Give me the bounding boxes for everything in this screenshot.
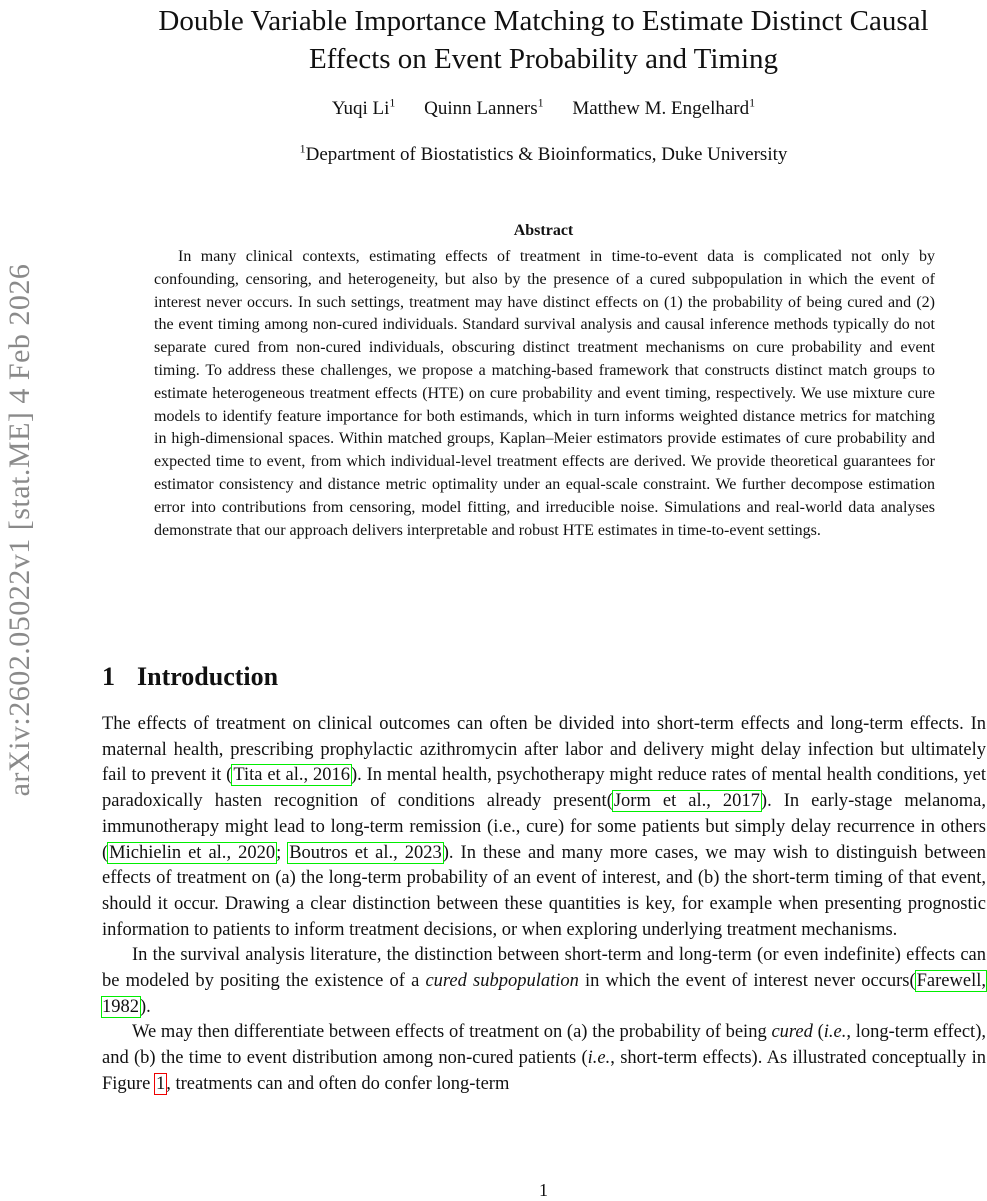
citation-link[interactable]: Boutros et al., 2023 — [289, 842, 442, 863]
citation-link[interactable]: Michielin et al., 2020 — [109, 842, 276, 863]
introduction-body — [102, 712, 986, 1098]
paper-title — [100, 2, 987, 78]
section-title: Introduction — [137, 662, 279, 691]
title-line-1: Double Variable Importance Matching to Estimate Distinct Causal — [158, 5, 929, 37]
title-line-2: Effects on Event Probability and Timing — [308, 43, 779, 75]
arxiv-identifier[interactable]: arXiv:2602.05022v1 [stat.ME] 4 Feb 2026 — [3, 263, 36, 797]
abstract-text: In many clinical contexts, estimating effects of treatment in time-to-event data is complicated not only by confounding, censoring, and heterogeneity, but also by the presence of a cured subpopulation in which the event of interest never occurs. In such settings, treatment may have distinct effects on (1) the probability of being cured and (2) the event timing among non-cured individuals. Standard survival analysis and causal inference methods typically do not separate cured from non-cured individuals, obscuring distinct treatment mechanisms on cure probability and event timing. To address these challenges, we propose a matching-based framework that constructs distinct match groups to estimate heterogeneous treatment effects (HTE) on cure probability and event timing, respectively. We use mixture cure models to identify feature importance for both estimands, which in turn informs weighted distance metrics for matching in high-dimensional spaces. Within matched groups, Kaplan–Meier estimators provide estimates of cure probability and expected time to event, from which individual-level treatment effects are derived. We provide theoretical guarantees for estimator consistency and distance metric optimality under an equal-scale constraint. We further decompose estimation error into contributions from censoring, model fitting, and irreducible noise. Simulations and real-world data analyses demonstrate that our approach delivers interpretable and robust HTE estimates in time-to-event settings. — [154, 248, 935, 539]
citation-link[interactable]: Jorm et al., 2017 — [613, 791, 760, 812]
paragraph: The effects of treatment on clinical outcomes can often be divided into short-term effects and long-term effects. In maternal health, prescribing prophylactic azithromycin after labor and delivery might delay infection but ultimately fail to prevent it (Tita et al., 2016). In mental health, psychotherapy might reduce rates of mental health conditions, yet paradoxically hasten recognition of conditions already present(Jorm et al., 2017). In early-stage melanoma, immunotherapy might lead to long-term remission (i.e., cure) for some patients but simply delay recurrence in others (Michielin et al., 2020; Boutros et al., 2023). In these and many more cases, we may wish to distinguish between effects of treatment on (a) the long-term probability of an event of interest, and (b) the short-term timing of that event, should it occur. Drawing a clear distinction between these quantities is key, for example when presenting prognostic information to patients to inform treatment decisions, or when exploring underlying treatment mechanisms. — [102, 714, 987, 940]
author: Matthew M. Engelhard$^1$ — [572, 95, 756, 119]
author-list — [100, 95, 987, 120]
author: Yuqi Li$^1$ — [331, 95, 396, 119]
affiliation: $^1$Department of Biostatistics & Bioinformatics, Duke University — [299, 141, 788, 165]
figure-reference-link[interactable]: 1 — [155, 1073, 166, 1094]
author: Quinn Lanners$^1$ — [424, 95, 544, 119]
abstract-heading: Abstract — [513, 222, 574, 239]
page-number: 1 — [539, 1180, 548, 1200]
section-number: 1 — [102, 662, 115, 691]
citation-link[interactable]: Tita et al., 2016 — [233, 765, 350, 786]
arxiv-sidebar — [0, 170, 40, 890]
section-heading — [102, 662, 278, 692]
paragraph: In the survival analysis literature, the distinction between short-term and long-term (or even indefinite) effects can be modeled by positing the existence of a cured subpopulation in which the event of interest never occurs(Farewell, 1982). — [102, 945, 986, 1017]
citation-link[interactable]: Farewell, 1982 — [102, 971, 986, 1017]
paragraph: We may then differentiate between effects of treatment on (a) the probability of being cured (i.e., long-term effect), and (b) the time to event distribution among non-cured patients (i.e., short-term effects). As illustrated conceptually in Figure 1, treatments can and often do confer long-term — [102, 1022, 986, 1094]
